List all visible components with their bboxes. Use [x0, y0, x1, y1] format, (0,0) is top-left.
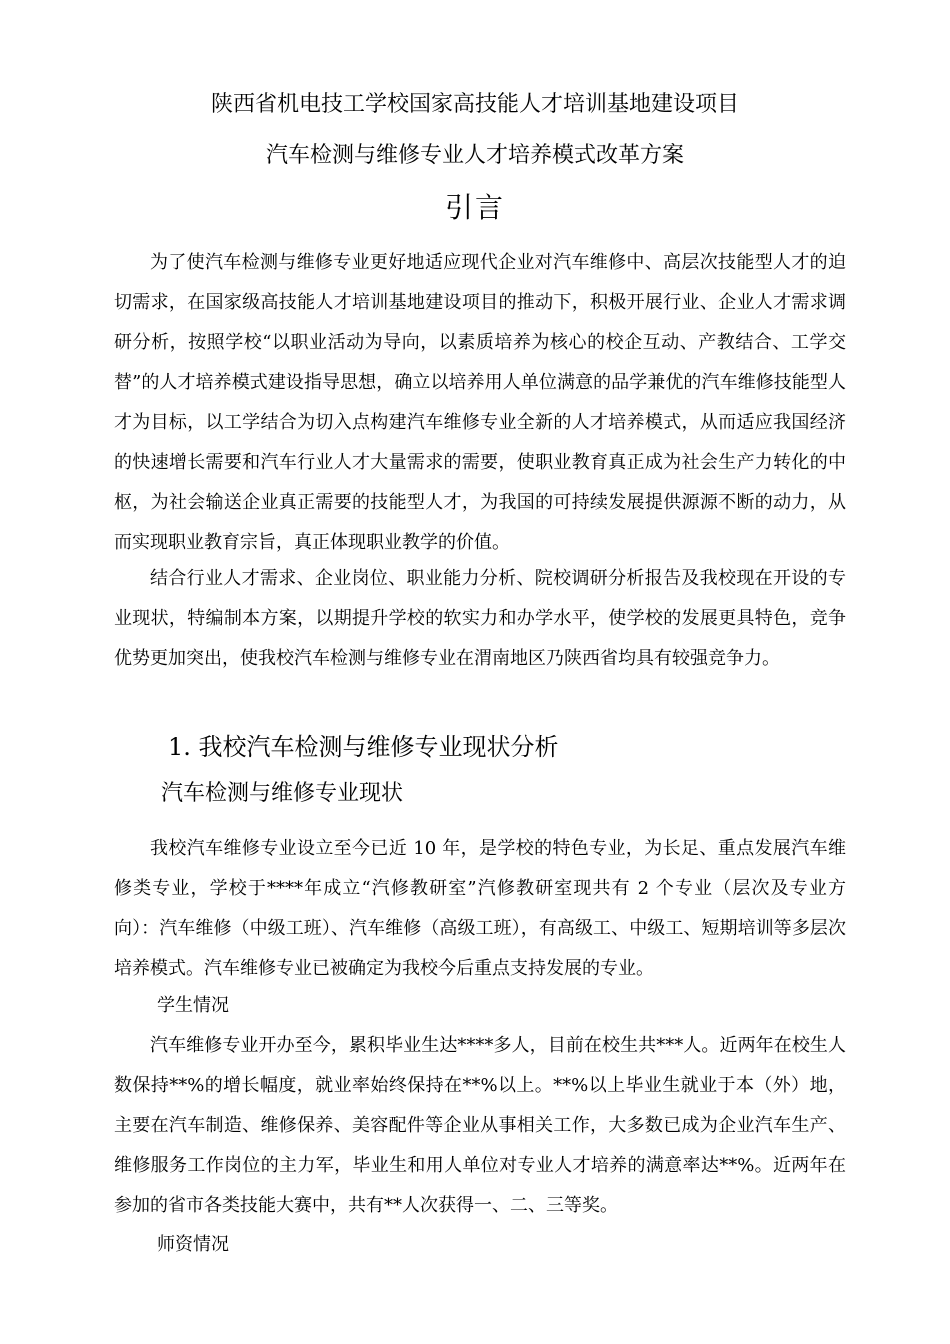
section-1-1-heading: 汽车检测与维修专业现状: [161, 781, 404, 806]
document-title: 陕西省机电技工学校国家高技能人才培训基地建设项目: [210, 92, 739, 117]
document-subtitle: 汽车检测与维修专业人才培养模式改革方案: [265, 143, 684, 168]
intro-heading: 引言: [444, 191, 505, 224]
section-1-heading: 1. 我校汽车检测与维修专业现状分析: [168, 733, 559, 761]
students-heading: 学生情况: [157, 995, 229, 1016]
faculty-heading: 师资情况: [157, 1234, 229, 1255]
students-paragraph: 汽车维修专业开办至今，累积毕业生达****多人，目前在校生共***人。近两年在校生人数保持**%的增长幅度，就业率始终保持在**%以上。**%以上毕业生就业于本（外）地，主要在汽车制造、维修保养、美容配件等企业从事相关工作，大多数已成为企业汽车生产、维修服务工作岗位的主力军，毕业生和用人单位对专业人才培养的满意率达**%。近两年在参加的省市各类技能大赛中，共有**人次获得一、二、三等奖。: [114, 1035, 846, 1216]
intro-paragraph-1: 为了使汽车检测与维修专业更好地适应现代企业对汽车维修中、高层次技能型人才的迫切需求，在国家级高技能人才培训基地建设项目的推动下，积极开展行业、企业人才需求调研分析，按照学校“以职业活动为导向，以素质培养为核心的校企互动、产教结合、工学交替”的人才培养模式建设指导思想，确立以培养用人单位满意的品学兼优的汽车维修技能型人才为目标，以工学结合为切入点构建汽车维修专业全新的人才培养模式，从而适应我国经济的快速增长需要和汽车行业人才大量需求的需要，使职业教育真正成为社会生产力转化的中枢，为社会输送企业真正需要的技能型人才，为我国的可持续发展提供源源不断的动力，从而实现职业教育宗旨，真正体现职业教学的价值。: [114, 252, 846, 553]
intro-paragraph-2: 结合行业人才需求、企业岗位、职业能力分析、院校调研分析报告及我校现在开设的专业现状，特编制本方案，以期提升学校的软实力和办学水平，使学校的发展更具特色，竞争优势更加突出，使我校汽车检测与维修专业在渭南地区乃陕西省均具有较强竞争力。: [114, 568, 846, 669]
section-1-1-paragraph: 我校汽车维修专业设立至今已近 10 年，是学校的特色专业，为长足、重点发展汽车维修类专业，学校于****年成立“汽修教研室”汽修教研室现共有 2 个专业（层次及专业方向）：汽车维修（中级工班）、汽车维修（高级工班），有高级工、中级工、短期培训等多层次培养模式。汽车维修专业已被确定为我校今后重点支持发展的专业。: [114, 838, 846, 979]
